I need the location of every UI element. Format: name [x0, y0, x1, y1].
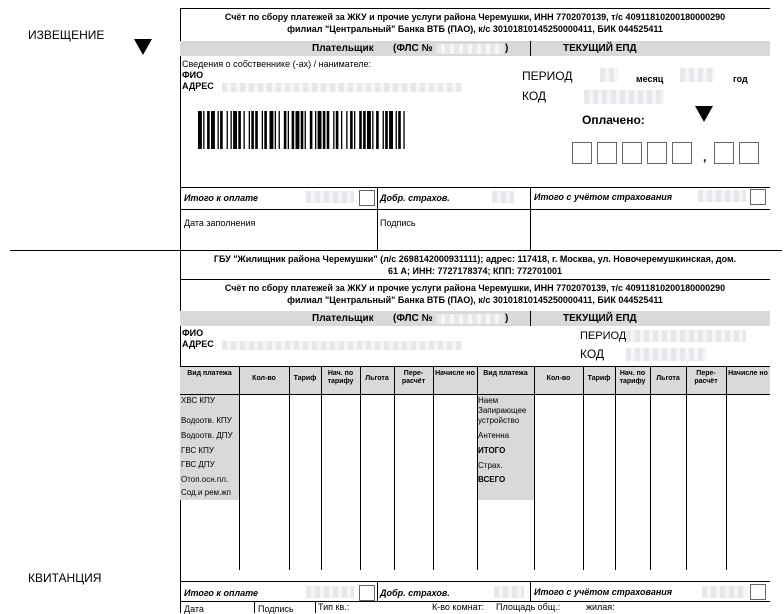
notice-code-value — [584, 90, 664, 104]
paid-digit-box[interactable] — [572, 142, 592, 164]
receipt-fls-number — [436, 314, 504, 324]
barcode-bar — [198, 111, 202, 149]
notice-period-year — [680, 68, 714, 82]
receipt-total-ins-label: Итого с учётом страхования — [534, 587, 673, 597]
notice-account-line1: Счёт по сбору платежей за ЖКУ и прочие услуги района Черемушки, ИНН 7702070139, т/с 40911810200180000290 — [224, 12, 726, 22]
barcode-bar — [363, 111, 366, 149]
header-qty: Кол-во — [252, 375, 276, 382]
barcode-bar — [389, 111, 393, 149]
receipt-date-label: Дата — [184, 604, 204, 614]
receipt-org-line1: ГБУ "Жилищник района Черемушки" (л/с 2698142000931111); адрес: 117418, г. Москва, ул. Новочеремушкинская, дом. — [213, 254, 737, 264]
triangle-down-icon — [134, 39, 152, 55]
barcode-bar — [396, 111, 397, 149]
col-line — [360, 366, 361, 570]
service-row: Наем — [478, 396, 499, 405]
barcode-bar — [372, 111, 373, 149]
notice-current-epd: ТЕКУЩИЙ ЕПД — [563, 43, 637, 54]
receipt-total-value — [306, 586, 354, 598]
service-row: ХВС КПУ — [181, 396, 215, 405]
notice-total-ins-value — [698, 190, 746, 202]
barcode-bar — [207, 111, 210, 149]
notice-total-ins-label: Итого с учётом страхования — [534, 192, 673, 202]
notice-fls-label: (ФЛС № — [393, 43, 433, 54]
notice-bar-divider — [530, 41, 531, 56]
table-top — [180, 366, 770, 367]
receipt-signature-label: Подпись — [258, 604, 294, 614]
notice-account-info — [180, 11, 770, 35]
barcode-bar — [305, 111, 306, 149]
barcode-bar — [403, 111, 404, 149]
notice-period-month — [600, 68, 618, 82]
receipt-fls-close: ) — [505, 313, 509, 324]
bottom-divider — [254, 601, 255, 613]
receipt-account-line1: Счёт по сбору платежей за ЖКУ и прочие услуги района Черемушки, ИНН 7702070139, т/с 40911810200180000290 — [224, 283, 726, 293]
receipt-account-line2: филиал "Центральный" Банка ВТБ (ПАО), к/с 30101810145250000411, БИК 044525411 — [287, 295, 663, 305]
notice-total-box[interactable] — [359, 190, 375, 206]
notice-owner-info: Сведения о собственнике (-ах) / нанимателе: — [182, 59, 372, 69]
barcode-bar — [292, 111, 295, 149]
notice-month-label: месяц — [636, 74, 664, 84]
notice-insurance-value — [492, 191, 514, 203]
notice-total-ins-box[interactable] — [750, 189, 766, 205]
barcode-bar — [398, 111, 401, 149]
barcode-bar — [251, 111, 254, 149]
paid-digit-box[interactable] — [597, 142, 617, 164]
receipt-title: КВИТАНЦИЯ — [28, 571, 102, 585]
notice-fls-close: ) — [505, 43, 509, 54]
barcode-bar — [264, 111, 267, 149]
barcode-bar — [211, 111, 215, 149]
barcode-bar — [262, 111, 263, 149]
receipt-current-epd: ТЕКУЩИЙ ЕПД — [563, 313, 637, 324]
service-row: ГВС ДПУ — [181, 460, 215, 469]
barcode-bar — [233, 111, 237, 149]
header-benefit: Льгота — [365, 375, 389, 382]
barcode-bar — [336, 111, 339, 149]
service-row: Запирающее устройство — [478, 406, 527, 425]
notice-insurance-label: Добр. страхов. — [380, 193, 450, 203]
receipt-period-label: ПЕРИОД — [580, 330, 627, 342]
notice-period-label: ПЕРИОД — [522, 69, 573, 83]
service-row: Водоотв. КПУ — [181, 416, 232, 425]
barcode — [198, 111, 524, 149]
barcode-bar — [275, 111, 276, 149]
header-charged-tariff: Нач. по тарифу — [619, 370, 646, 385]
barcode-bar — [284, 111, 287, 149]
notice-totals-divider — [530, 187, 531, 209]
barcode-bar — [383, 111, 384, 149]
barcode-bar — [376, 111, 379, 149]
paid-triangle-icon — [695, 106, 713, 122]
receipt-address-label: АДРЕС — [182, 339, 214, 349]
col-line — [686, 366, 687, 570]
barcode-bar — [249, 111, 250, 149]
col-line — [394, 366, 395, 570]
service-row-grand-total: ВСЕГО — [478, 475, 506, 484]
barcode-bar — [354, 111, 355, 149]
barcode-bar — [231, 111, 232, 149]
notice-paid-label: Оплачено: — [582, 113, 645, 127]
barcode-bar — [220, 111, 223, 149]
receipt-fio-label: ФИО — [182, 328, 204, 338]
notice-year-label: год — [733, 74, 748, 84]
notice-total-label: Итого к оплате — [184, 193, 258, 203]
barcode-bar — [359, 111, 362, 149]
barcode-bar — [346, 111, 347, 149]
receipt-address-value — [222, 341, 462, 350]
col-line — [433, 366, 434, 570]
receipt-insurance-value — [494, 586, 524, 598]
notice-totals-top — [180, 187, 770, 188]
receipt-org-line2: 61 А; ИНН: 7727178374; КПП: 772701001 — [387, 266, 562, 276]
barcode-bar — [333, 111, 334, 149]
notice-sign-divider — [530, 209, 531, 250]
notice-fill-date-label: Дата заполнения — [184, 218, 256, 228]
barcode-bar — [310, 111, 313, 149]
barcode-bar — [323, 111, 326, 149]
service-row: Водоотв. ДПУ — [181, 431, 233, 440]
receipt-org-info — [180, 253, 770, 277]
barcode-bar — [318, 111, 322, 149]
paid-digit-box[interactable] — [672, 142, 692, 164]
barcode-bar — [227, 111, 228, 149]
receipt-bar-divider — [530, 311, 531, 326]
barcode-bar — [218, 111, 219, 149]
barcode-bar — [288, 111, 289, 149]
col-line — [239, 366, 240, 570]
receipt-living-label: жилая: — [586, 602, 615, 612]
notice-total-value — [306, 191, 354, 203]
header-payment-type: Вид платежа — [483, 370, 528, 377]
bottom-divider — [315, 601, 316, 613]
receipt-code-label: КОД — [580, 347, 605, 361]
receipt-totals-top — [180, 581, 770, 582]
notice-top-border — [180, 8, 770, 9]
paid-digit-box[interactable] — [647, 142, 667, 164]
receipt-fls-label: (ФЛС № — [393, 313, 433, 324]
barcode-bar — [341, 111, 342, 149]
notice-address-label: АДРЕС — [182, 81, 214, 91]
notice-code-label: КОД — [522, 89, 547, 103]
notice-account-line2: филиал "Центральный" Банка ВТБ (ПАО), к/с 30101810145250000411, БИК 044525411 — [287, 24, 663, 34]
receipt-total-ins-box[interactable] — [750, 584, 766, 600]
barcode-bar — [203, 111, 204, 149]
header-recalc: Пере-расчёт — [694, 370, 718, 385]
receipt-totals-divider — [530, 581, 531, 601]
paid-comma: , — [703, 150, 707, 164]
barcode-bar — [350, 111, 353, 149]
service-row: Антенна — [478, 431, 510, 440]
receipt-insurance-label: Добр. страхов. — [380, 588, 450, 598]
service-row: Сод.и рем.жп — [181, 488, 231, 497]
notice-address-value — [222, 83, 462, 92]
receipt-rooms-label: К-во комнат: — [432, 602, 485, 612]
services-table — [180, 366, 770, 570]
receipt-period-value — [626, 330, 746, 342]
service-row: Отоп.осн.пл. — [181, 475, 229, 484]
header-charged-tariff: Нач. по тарифу — [327, 370, 354, 385]
barcode-bar — [270, 111, 274, 149]
header-recalc: Пере-расчёт — [401, 370, 426, 385]
notice-title: ИЗВЕЩЕНИЕ — [28, 28, 105, 42]
barcode-bar — [385, 111, 388, 149]
header-accrued: Начисле но — [728, 370, 768, 377]
notice-signature-label: Подпись — [380, 218, 416, 228]
service-row: Страх. — [478, 461, 503, 470]
col-line — [289, 366, 290, 570]
receipt-account-top — [180, 279, 770, 280]
barcode-bar — [327, 111, 330, 149]
col-line — [534, 366, 535, 570]
barcode-bar — [301, 111, 304, 149]
header-benefit: Льгота — [656, 375, 680, 382]
cut-line — [10, 250, 782, 251]
barcode-bar — [279, 111, 280, 149]
receipt-payer-label: Плательщик — [312, 313, 374, 324]
receipt-account-info — [180, 282, 770, 306]
table-header-bottom — [180, 394, 770, 395]
header-qty: Кол-во — [546, 375, 571, 382]
service-row: ГВС КПУ — [181, 446, 214, 455]
barcode-bar — [315, 111, 316, 149]
notice-fls-number — [436, 44, 504, 54]
col-line — [321, 366, 322, 570]
receipt-total-label: Итого к оплате — [184, 588, 258, 598]
receipt-area-label: Площадь общ.: — [496, 602, 561, 612]
barcode-bar — [238, 111, 241, 149]
header-tariff: Тариф — [587, 375, 611, 382]
header-tariff: Тариф — [293, 375, 317, 382]
notice-fio-label: ФИО — [182, 70, 204, 80]
notice-payer-label: Плательщик — [312, 43, 374, 54]
header-payment-type: Вид платежа — [187, 370, 232, 377]
receipt-totals-divider — [377, 581, 378, 601]
paid-kopeck-box[interactable] — [714, 142, 734, 164]
receipt-code-value — [626, 348, 706, 361]
col-line — [726, 366, 727, 570]
receipt-total-ins-value — [702, 586, 746, 598]
receipt-apt-type-label: Тип кв.: — [318, 602, 350, 612]
receipt-total-box[interactable] — [359, 585, 375, 601]
notice-sign-divider — [377, 209, 378, 250]
header-accrued: Начисле но — [435, 370, 475, 377]
barcode-bar — [244, 111, 245, 149]
col-line — [650, 366, 651, 570]
barcode-bar — [367, 111, 371, 149]
col-line — [583, 366, 584, 570]
barcode-bar — [296, 111, 300, 149]
notice-totals-bottom — [180, 209, 770, 210]
barcode-bar — [255, 111, 258, 149]
paid-digit-box[interactable] — [622, 142, 642, 164]
service-row-total: ИТОГО — [478, 446, 506, 455]
col-line — [615, 366, 616, 570]
paid-kopeck-box[interactable] — [739, 142, 759, 164]
notice-totals-divider — [377, 187, 378, 209]
